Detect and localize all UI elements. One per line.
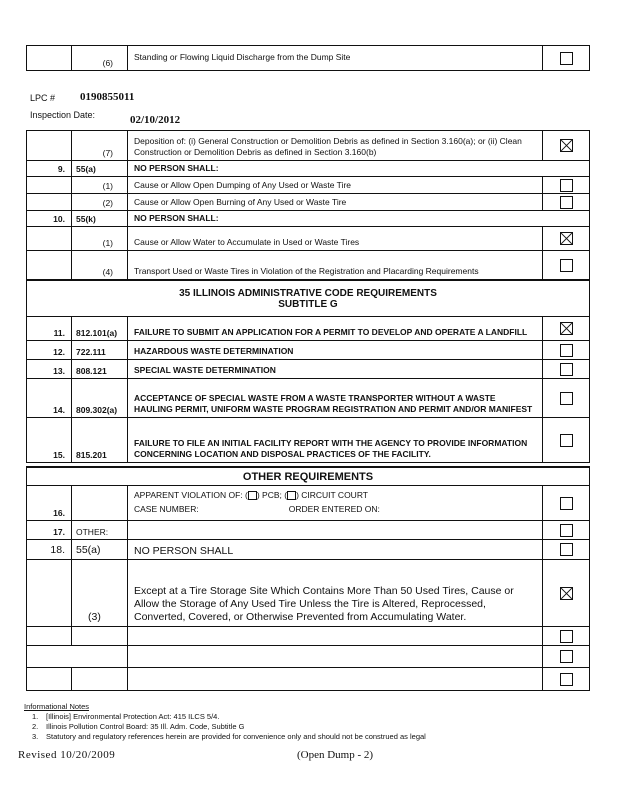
requirement-text: ACCEPTANCE OF SPECIAL WASTE FROM A WASTE TRANSPORTER WITHOUT A WASTE HAULING PERMIT, UNIFORM WASTE PROGRAM REGISTRATION AND PERMIT AND/OR MANIFEST: [128, 379, 543, 417]
requirement-text: Cause or Allow Open Dumping of Any Used or Waste Tire: [128, 177, 543, 193]
note-text: Illinois Pollution Control Board: 35 Ill. Adm. Code, Subtitle G: [46, 722, 245, 731]
table-row: [27, 627, 589, 646]
item-number: [27, 227, 72, 250]
lpc-label: LPC #: [30, 93, 56, 103]
top-table: [26, 45, 590, 71]
item-number: [27, 131, 72, 160]
pcb-checkbox[interactable]: [248, 491, 257, 500]
item-number: [27, 560, 72, 626]
section: (1): [72, 227, 128, 250]
requirement-text: HAZARDOUS WASTE DETERMINATION: [128, 341, 543, 359]
section: 808.121: [72, 360, 128, 378]
violation-checkbox[interactable]: [560, 524, 573, 537]
item-number: 14.: [27, 379, 72, 417]
violation-checkbox[interactable]: [560, 196, 573, 209]
other-label: OTHER:: [72, 521, 128, 539]
note-number: 2.: [32, 722, 39, 731]
violation-checkbox-checked[interactable]: [560, 232, 573, 245]
table-row: [27, 379, 589, 418]
item-number: 11.: [27, 317, 72, 340]
pcb-label: ) PCB; (: [256, 489, 288, 500]
table-row: [27, 177, 589, 194]
section: 55(k): [72, 211, 128, 226]
table-row: [27, 540, 589, 560]
item-number: 10.: [27, 211, 72, 226]
table-row: [27, 668, 589, 690]
section: (4): [72, 251, 128, 279]
violation-checkbox[interactable]: [560, 543, 573, 556]
item-number: [27, 194, 72, 210]
section: 812.101(a): [72, 317, 128, 340]
table-row: [27, 251, 589, 279]
item-number: 12.: [27, 341, 72, 359]
item-number: 17.: [27, 521, 72, 539]
violation-checkbox[interactable]: [560, 392, 573, 405]
admin-code-table: [26, 280, 590, 463]
item-number: [27, 46, 72, 70]
section: (3): [72, 560, 128, 626]
violation-checkbox-checked[interactable]: [560, 139, 573, 152]
section: 55(a): [72, 540, 128, 559]
circuit-court-checkbox[interactable]: [287, 491, 296, 500]
violation-checkbox[interactable]: [560, 673, 573, 686]
table-row: [27, 560, 589, 627]
note-text: Statutory and regulatory references herein are provided for convenience only and should not be construed as legal: [46, 732, 426, 741]
violation-checkbox[interactable]: [560, 434, 573, 447]
requirement-text: FAILURE TO SUBMIT AN APPLICATION FOR A PERMIT TO DEVELOP AND OPERATE A LANDFILL: [128, 317, 543, 340]
note-number: 1.: [32, 712, 39, 721]
item-number: 9.: [27, 161, 72, 176]
violation-of-label: APPARENT VIOLATION OF: (: [134, 489, 248, 500]
requirement-text: Deposition of: (i) General Construction or Demolition Debris as defined in Section 3.160(a); or (ii) Clean Construction or Demolition Debris as defined in Section 3.160(b): [128, 131, 543, 160]
requirement-text: Standing or Flowing Liquid Discharge from the Dump Site: [128, 46, 543, 70]
section-title: OTHER REQUIREMENTS: [242, 470, 374, 483]
violation-checkbox[interactable]: [560, 259, 573, 272]
table-row: [27, 486, 589, 521]
informational-notes: [24, 702, 426, 742]
item-number: 16.: [27, 486, 72, 520]
blank-field[interactable]: [128, 627, 543, 645]
other-requirements-table: [26, 466, 590, 691]
requirement-text: Transport Used or Waste Tires in Violation of the Registration and Placarding Requirements: [128, 251, 543, 279]
table-row: [27, 418, 589, 462]
violation-checkbox[interactable]: [560, 650, 573, 663]
requirement-text: Except at a Tire Storage Site Which Contains More Than 50 Used Tires, Cause or Allow the Storage of Any Used Tire Unless the Tire is Altered, Reprocessed, Converted, Covered, or Otherwise Prevented from Accumulating Water.: [128, 560, 543, 626]
table-row: [27, 646, 589, 668]
violation-checkbox[interactable]: [560, 363, 573, 376]
section: (6): [72, 46, 128, 70]
requirement-text: NO PERSON SHALL:: [134, 163, 219, 173]
section: (1): [72, 177, 128, 193]
requirement-text: NO PERSON SHALL:: [134, 213, 219, 223]
item-number: 18.: [27, 540, 72, 559]
requirement-text: Cause or Allow Water to Accumulate in Used or Waste Tires: [128, 227, 543, 250]
violation-checkbox[interactable]: [560, 52, 573, 65]
table-row: [27, 131, 589, 161]
violation-checkbox[interactable]: [560, 179, 573, 192]
section: (2): [72, 194, 128, 210]
table-row: [27, 161, 589, 177]
table-row: [27, 317, 589, 341]
table-row: [27, 194, 589, 211]
requirement-text: SPECIAL WASTE DETERMINATION: [128, 360, 543, 378]
page-label: (Open Dump - 2): [297, 749, 374, 761]
requirement-text: NO PERSON SHALL: [128, 540, 543, 559]
note-text: [Illinois] Environmental Protection Act: 415 ILCS 5/4.: [46, 712, 220, 721]
requirement-text: Cause or Allow Open Burning of Any Used or Waste Tire: [128, 194, 543, 210]
table-row: [27, 227, 589, 251]
section-header: [27, 281, 589, 317]
item-number: 15.: [27, 418, 72, 462]
note-number: 3.: [32, 732, 39, 741]
blank-field[interactable]: [128, 668, 543, 690]
section: [72, 486, 128, 520]
act-table: [26, 130, 590, 280]
notes-title: Informational Notes: [24, 702, 90, 711]
violation-checkbox[interactable]: [560, 344, 573, 357]
section: 722.111: [72, 341, 128, 359]
revised-date: Revised 10/20/2009: [18, 749, 116, 761]
violation-checkbox-checked[interactable]: [560, 322, 573, 335]
violation-checkbox-checked[interactable]: [560, 587, 573, 600]
other-text-field[interactable]: [128, 521, 543, 539]
section: 55(a): [72, 161, 128, 176]
blank-field[interactable]: [128, 646, 543, 667]
item-number: 13.: [27, 360, 72, 378]
violation-checkbox[interactable]: [560, 630, 573, 643]
table-row: [27, 360, 589, 379]
table-row: [27, 521, 589, 540]
section: (7): [72, 131, 128, 160]
requirement-text: FAILURE TO FILE AN INITIAL FACILITY REPORT WITH THE AGENCY TO PROVIDE INFORMATION CONCERNING LOCATION AND DISPOSAL PRACTICES OF THE FACILITY.: [128, 418, 543, 462]
section: 815.201: [72, 418, 128, 462]
case-number-label: CASE NUMBER:: [134, 503, 199, 514]
section: 809.302(a): [72, 379, 128, 417]
violation-checkbox[interactable]: [560, 497, 573, 510]
table-row: [27, 46, 589, 70]
item-number: [27, 251, 72, 279]
item-number: [27, 177, 72, 193]
lpc-number: 0190855011: [80, 91, 135, 103]
circuit-court-label: ) CIRCUIT COURT: [296, 489, 368, 500]
section-subtitle: SUBTITLE G: [278, 298, 338, 310]
section-header: [27, 466, 589, 486]
inspection-date-label: Inspection Date:: [30, 110, 96, 120]
inspection-date: 02/10/2012: [130, 114, 181, 126]
section-title: 35 ILLINOIS ADMINISTRATIVE CODE REQUIREMENTS: [179, 287, 437, 299]
table-row: [27, 341, 589, 360]
order-entered-label: ORDER ENTERED ON:: [288, 503, 380, 514]
table-row: [27, 211, 589, 227]
